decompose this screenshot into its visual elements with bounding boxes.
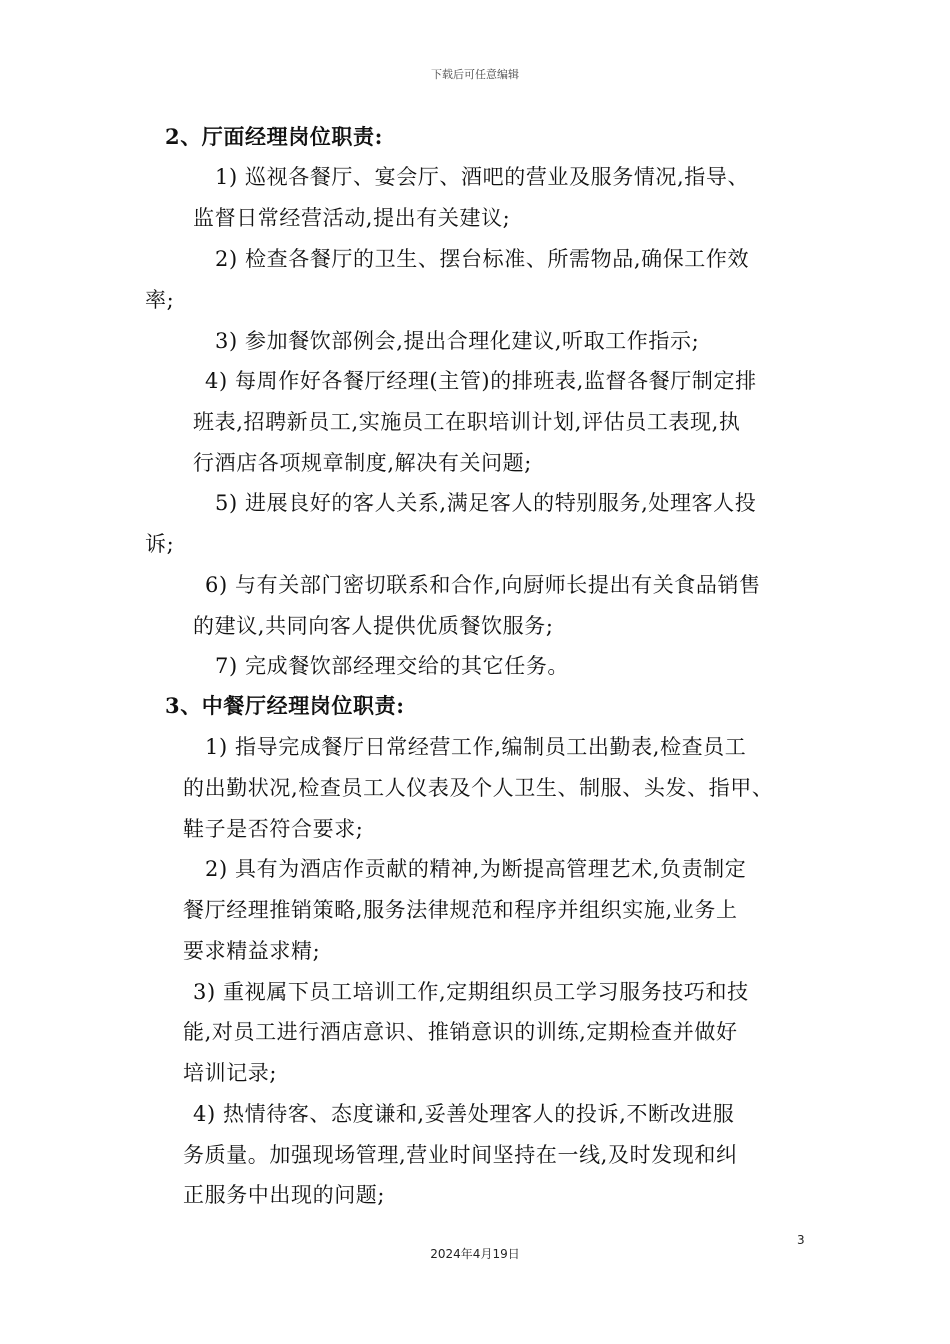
footer-date: 2024年4月19日 — [430, 1247, 520, 1261]
section-3-line-3: 鞋子是否符合要求; — [183, 817, 364, 841]
section-2-line-8: 行酒店各项规章制度,解决有关问题; — [193, 451, 532, 475]
section-2-line-3: 2) 检查各餐厅的卫生、摆台标准、所需物品,确保工作效 — [215, 247, 750, 271]
section-2-line-9: 5) 进展良好的客人关系,满足客人的特别服务,处理客人投 — [215, 491, 757, 515]
header-note: 下载后可任意编辑 — [431, 68, 519, 81]
section-3-line-2: 的出勤状况,检查员工人仪表及个人卫生、制服、头发、指甲、 — [183, 776, 774, 800]
section-2-line-4: 率; — [145, 288, 175, 312]
section-3-line-9: 培训记录; — [183, 1061, 278, 1085]
section-2-line-2: 监督日常经营活动,提出有关建议; — [193, 206, 511, 230]
section-3-heading: 3、中餐厅经理岗位职责: — [165, 693, 405, 718]
section-3-line-11: 务质量。加强现场管理,营业时间坚持在一线,及时发现和纠 — [183, 1143, 738, 1167]
section-3-line-7: 3) 重视属下员工培训工作,定期组织员工学习服务技巧和技 — [193, 980, 749, 1004]
section-3-line-5: 餐厅经理推销策略,服务法律规范和程序并组织实施,业务上 — [183, 898, 738, 922]
section-2-line-1: 1) 巡视各餐厅、宴会厅、酒吧的营业及服务情况,指导、 — [215, 165, 750, 189]
section-3-line-6: 要求精益求精; — [183, 939, 321, 963]
section-2-line-11: 6) 与有关部门密切联系和合作,向厨师长提出有关食品销售 — [205, 573, 761, 597]
section-3-line-10: 4) 热情待客、态度谦和,妥善处理客人的投诉,不断改进服 — [193, 1102, 735, 1126]
section-2-line-13: 7) 完成餐饮部经理交给的其它任务。 — [215, 654, 570, 678]
section-3-line-8: 能,对员工进行酒店意识、推销意识的训练,定期检查并做好 — [183, 1020, 738, 1044]
section-2-line-5: 3) 参加餐饮部例会,提出合理化建议,听取工作指示; — [215, 329, 700, 353]
section-3-line-4: 2) 具有为酒店作贡献的精神,为断提高管理艺术,负责制定 — [205, 857, 747, 881]
section-2-line-6: 4) 每周作好各餐厅经理(主管)的排班表,监督各餐厅制定排 — [205, 369, 757, 393]
section-2-line-10: 诉; — [145, 532, 175, 556]
section-3-line-1: 1) 指导完成餐厅日常经营工作,编制员工出勤表,检查员工 — [205, 735, 747, 759]
section-2-heading: 2、厅面经理岗位职责: — [165, 124, 383, 149]
section-3-line-12: 正服务中出现的问题; — [183, 1183, 386, 1207]
section-2-line-12: 的建议,共同向客人提供优质餐饮服务; — [193, 614, 554, 638]
page-number: 3 — [797, 1233, 805, 1247]
section-2-line-7: 班表,招聘新员工,实施员工在职培训计划,评估员工表现,执 — [193, 410, 741, 434]
